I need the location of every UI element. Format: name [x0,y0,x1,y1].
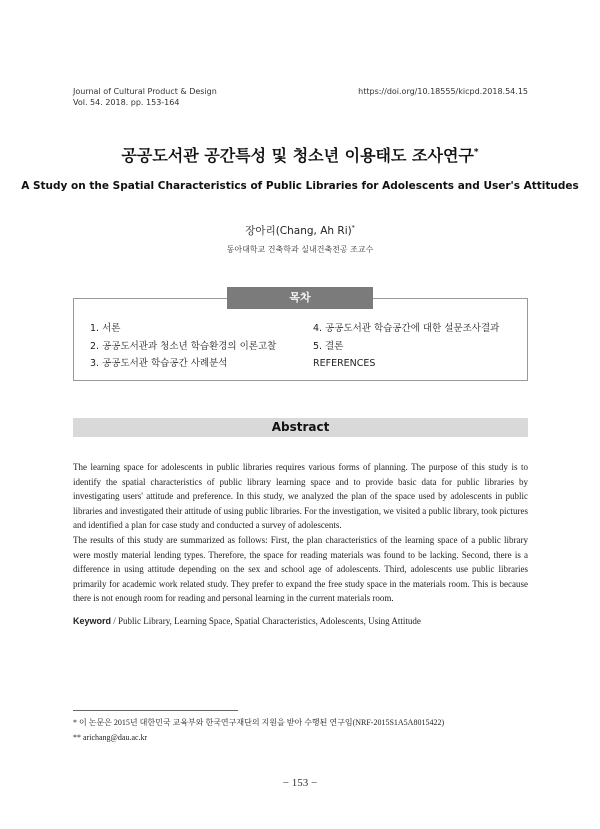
author-name: 장아리(Chang, Ah Ri) [245,225,352,237]
toc-item: 1. 서론 [90,323,121,334]
paper-title-text: 공공도서관 공간특성 및 청소년 이용태도 조사연구 [121,146,474,165]
toc-header: 목차 [227,287,373,309]
toc-item: REFERENCES [313,358,376,369]
abstract-body [73,460,528,606]
toc-item: 4. 공공도서관 학습공간에 대한 설문조사결과 [313,323,500,334]
journal-volume: Vol. 54. 2018. pp. 153-164 [73,98,180,107]
title-footnote-mark: * [473,147,479,158]
journal-citation [73,86,217,108]
footnote-divider [73,710,238,711]
paper-title [0,143,600,166]
toc-item: 5. 결론 [313,341,344,352]
page-number: − 153 − [282,777,318,789]
footnote-email: ** arichang@dau.ac.kr [73,733,148,742]
author-footnote-mark: * [351,224,355,232]
keywords-label: Keyword [73,616,112,626]
footnote-funding: * 이 논문은 2015년 대한민국 교육부와 한국연구재단의 지원을 받아 수행된 연구임(NRF-2015S1A5A8015422) [73,718,445,727]
abstract-paragraph: The results of this study are summarized as follows: First, the plan characteristics of the learning space of a public library were mostly material lending types. Therefore, the space for reading materials was found to be lacking. Second, there is a difference in using attitude depending on the sex and school age of adolescents. Third, adolescents use public libraries primarily for academic work related study. They prefer to expand the free study space in the materials room. This is because there is not enough room for reading and personal learning in the current materials room. [73,534,528,604]
keywords-line [73,616,528,626]
toc-item: 2. 공공도서관과 청소년 학습환경의 이론고찰 [90,341,277,352]
author-affiliation: 동아대학교 건축학과 실내건축전공 조교수 [226,245,374,254]
keywords-text: Public Library, Learning Space, Spatial Characteristics, Adolescents, Using Attitude [118,616,421,626]
doi-link[interactable]: https://doi.org/10.18555/kicpd.2018.54.15 [358,87,528,96]
keywords-separator: / [113,616,119,626]
abstract-heading: Abstract [73,418,528,437]
journal-name: Journal of Cultural Product & Design [73,87,217,96]
author-line [0,223,600,238]
abstract-paragraph: The learning space for adolescents in public libraries requires various forms of planning. The purpose of this study is to identify the spatial characteristics of public library learning space and to provide basic data for public libraries by investigating users' attitude and preference. In this study, we analyzed the plan of the space used by adolescents in public libraries and investigated their attitude of using public libraries. For the investigation, we visited a public library, took pictures and identified a plan for case study and conducted a survey of adolescents. [73,462,528,531]
toc-item: 3. 공공도서관 학습공간 사례분석 [90,358,228,369]
paper-subtitle: A Study on the Spatial Characteristics of Public Libraries for Adolescents and User's Attitudes [21,180,579,192]
